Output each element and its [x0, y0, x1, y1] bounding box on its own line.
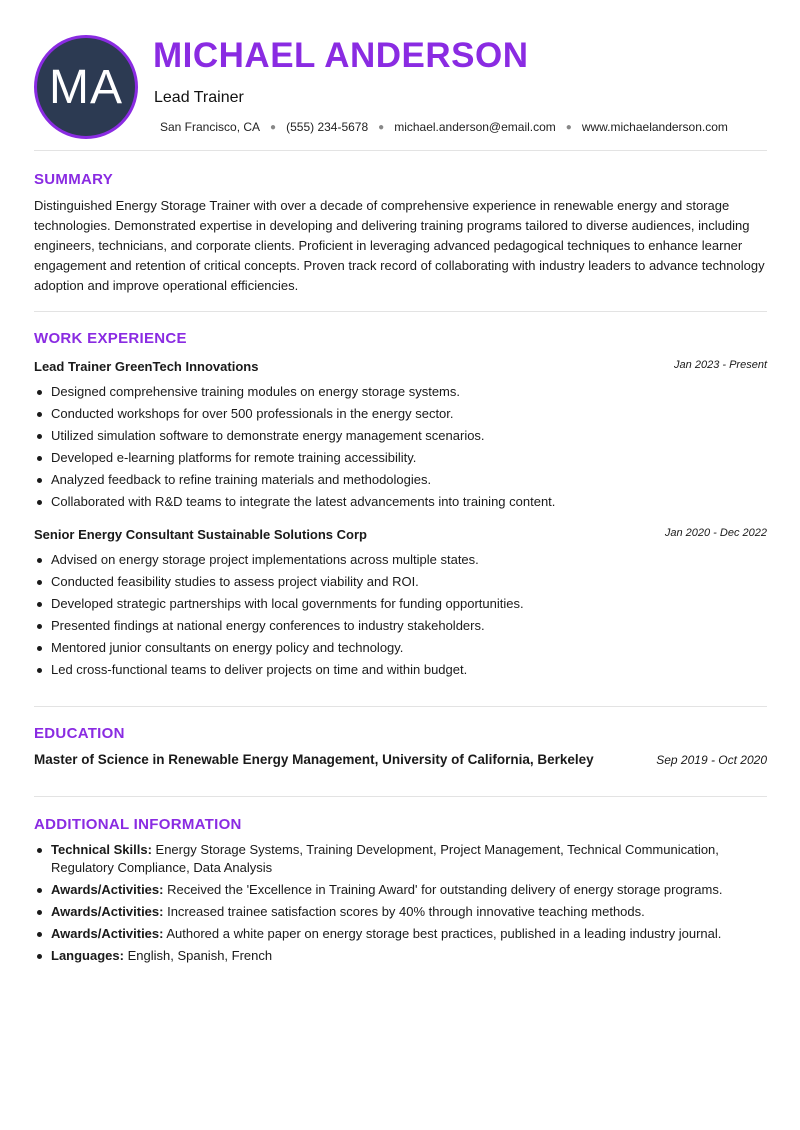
- additional-info-heading: ADDITIONAL INFORMATION: [34, 816, 242, 833]
- list-item: Mentored junior consultants on energy policy and technology.: [34, 637, 767, 659]
- list-item: Designed comprehensive training modules on energy storage systems.: [34, 381, 767, 403]
- info-label: Awards/Activities:: [51, 926, 164, 941]
- list-item: [34, 881, 767, 899]
- list-item: Developed e-learning platforms for remote training accessibility.: [34, 447, 767, 469]
- list-item: [34, 903, 767, 921]
- section-divider: [34, 796, 767, 797]
- job-header: [34, 527, 767, 542]
- list-item: Developed strategic partnerships with local governments for funding opportunities.: [34, 593, 767, 615]
- list-item: [34, 925, 767, 943]
- info-label: Languages:: [51, 948, 124, 963]
- list-item: Utilized simulation software to demonstrate energy management scenarios.: [34, 425, 767, 447]
- job-role: Senior Energy Consultant Sustainable Solutions Corp: [34, 527, 367, 542]
- info-label: Awards/Activities:: [51, 882, 164, 897]
- contact-email[interactable]: michael.anderson@email.com: [394, 120, 556, 134]
- contact-website[interactable]: www.michaelanderson.com: [581, 120, 728, 134]
- job-bullets: [34, 549, 767, 681]
- list-item: Collaborated with R&D teams to integrate the latest advancements into training content.: [34, 491, 767, 513]
- job-header: [34, 359, 767, 374]
- contact-info: [160, 120, 728, 134]
- info-text: English, Spanish, French: [123, 948, 273, 963]
- contact-location: San Francisco, CA: [160, 120, 261, 134]
- info-text: Increased trainee satisfaction scores by 40% through innovative teaching methods.: [163, 904, 645, 919]
- list-item: Advised on energy storage project implementations across multiple states.: [34, 549, 767, 571]
- candidate-title: Lead Trainer: [154, 89, 244, 106]
- info-label: Technical Skills:: [51, 842, 152, 857]
- list-item: Conducted workshops for over 500 professionals in the energy sector.: [34, 403, 767, 425]
- list-item: Presented findings at national energy conferences to industry stakeholders.: [34, 615, 767, 637]
- summary-text: Distinguished Energy Storage Trainer with over a decade of comprehensive experience in renewable energy and storage technologies. Demonstrated expertise in developing and delivering training programs tailored to diverse audiences, including engineers, technicians, and corporate clients. Proficient in leveraging advanced pedagogical techniques to enhance learner engagement and retention of critical concepts. Proven track record of collaborating with industry leaders to advance technology adoption and improve operational efficiencies.: [34, 198, 765, 293]
- info-text: Energy Storage Systems, Training Development, Project Management, Technical Communication, Regulatory Compliance, Data Analysis: [51, 842, 719, 875]
- info-text: Received the 'Excellence in Training Award' for outstanding delivery of energy storage programs.: [163, 882, 723, 897]
- job-role: Lead Trainer GreenTech Innovations: [34, 359, 259, 374]
- avatar: [34, 35, 138, 139]
- summary-heading: SUMMARY: [34, 171, 114, 188]
- additional-info-list: [34, 841, 767, 969]
- job-date: Jan 2023 - Present: [674, 359, 767, 371]
- list-item: [34, 947, 767, 965]
- section-divider: [34, 706, 767, 707]
- list-item: Analyzed feedback to refine training materials and methodologies.: [34, 469, 767, 491]
- job-bullets: [34, 381, 767, 513]
- section-divider: [34, 311, 767, 312]
- education-heading: EDUCATION: [34, 725, 125, 742]
- bullet-separator-icon: ●: [378, 121, 385, 133]
- education-date: Sep 2019 - Oct 2020: [656, 753, 767, 767]
- education-row: [34, 752, 767, 767]
- section-divider: [34, 150, 767, 151]
- info-text: Authored a white paper on energy storage best practices, published in a leading industry journal.: [163, 926, 722, 941]
- bullet-separator-icon: ●: [270, 121, 277, 133]
- list-item: Led cross-functional teams to deliver projects on time and within budget.: [34, 659, 767, 681]
- contact-phone: (555) 234-5678: [286, 120, 369, 134]
- info-label: Awards/Activities:: [51, 904, 164, 919]
- list-item: [34, 841, 767, 877]
- avatar-initials: MA: [49, 60, 123, 114]
- education-degree: Master of Science in Renewable Energy Management, University of California, Berkeley: [34, 752, 594, 767]
- job-date: Jan 2020 - Dec 2022: [664, 527, 767, 539]
- candidate-name: MICHAEL ANDERSON: [153, 36, 529, 75]
- list-item: Conducted feasibility studies to assess project viability and ROI.: [34, 571, 767, 593]
- work-experience-heading: WORK EXPERIENCE: [34, 330, 187, 347]
- bullet-separator-icon: ●: [565, 121, 572, 133]
